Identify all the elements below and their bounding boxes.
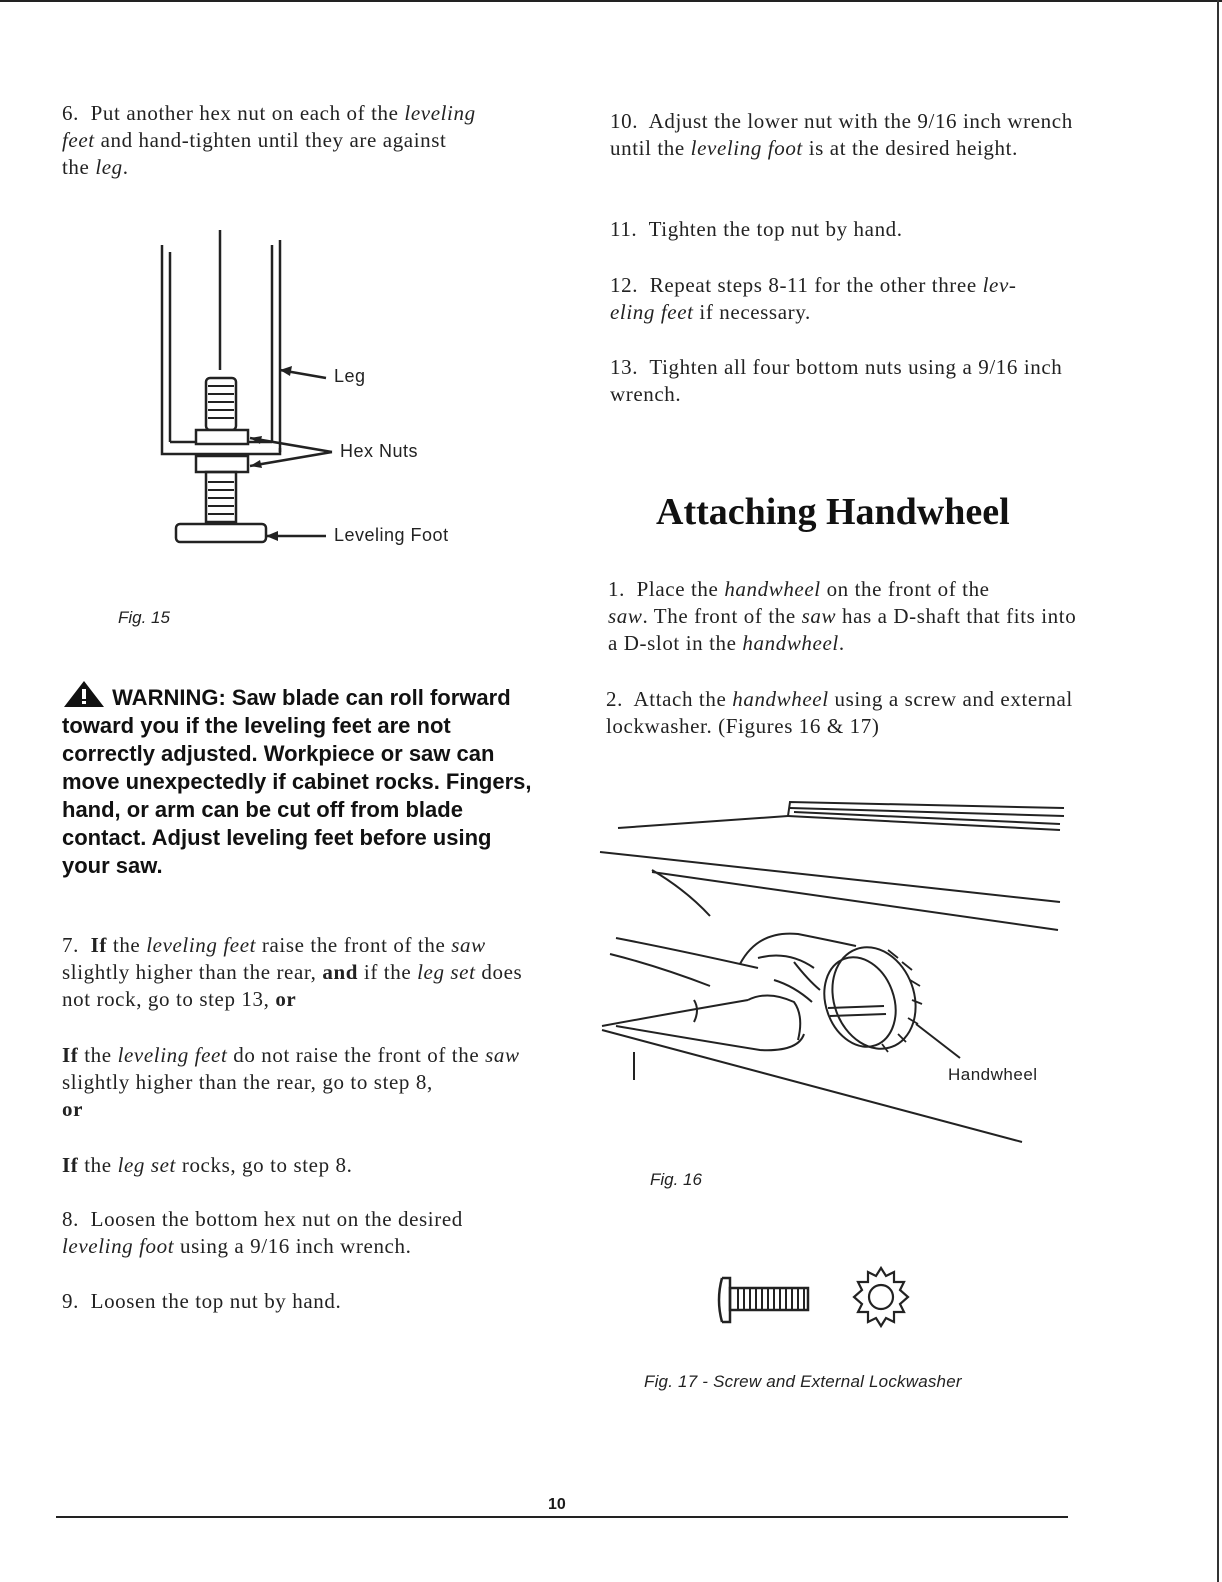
step-6: 6. Put another hex nut on each of the leveling feet and hand-tighten until they are against the leg. xyxy=(62,101,476,179)
fig15-leveling-foot-diagram xyxy=(150,230,350,560)
step-7-rocks: If the leg set rocks, go to step 8. xyxy=(62,1153,353,1177)
top-border-line xyxy=(0,0,1222,2)
step-7: 7. If the leveling feet raise the front of the saw slightly higher than the rear, and if the leg set does not rock, go to step 13, or xyxy=(62,933,523,1011)
warning-triangle-icon xyxy=(62,680,106,708)
fig15-caption: Fig. 15 xyxy=(118,608,170,627)
bottom-rule xyxy=(56,1516,1068,1518)
step-7-alt: If the leveling feet do not raise the front of the saw slightly higher than the rear, go to step 8, or xyxy=(62,1043,520,1121)
handwheel-step-1: 1. Place the handwheel on the front of the saw. The front of the saw has a D-shaft that fits into a D-slot in the handwheel. xyxy=(608,577,1077,655)
step-10: 10. Adjust the lower nut with the 9/16 inch wrench until the leveling foot is at the desired height. xyxy=(610,109,1073,160)
fig17-lockwasher-icon xyxy=(848,1264,914,1330)
handwheel-step-2: 2. Attach the handwheel using a screw and external lockwasher. (Figures 16 & 17) xyxy=(606,687,1073,738)
step-13: 13. Tighten all four bottom nuts using a 9/16 inch wrench. xyxy=(610,355,1063,406)
step-9: 9. Loosen the top nut by hand. xyxy=(62,1289,342,1313)
fig15-label-leg: Leg xyxy=(334,366,366,386)
fig16-handwheel-illustration xyxy=(598,790,1070,1150)
page-number: 10 xyxy=(548,1496,566,1513)
fig15-label-hex-nuts: Hex Nuts xyxy=(340,441,419,461)
warning-block xyxy=(62,680,542,880)
step-8: 8. Loosen the bottom hex nut on the desired leveling foot using a 9/16 inch wrench. xyxy=(62,1207,463,1258)
fig17-caption: Fig. 17 - Screw and External Lockwasher xyxy=(644,1372,962,1391)
step-12: 12. Repeat steps 8-11 for the other three lev- eling feet if necessary. xyxy=(610,273,1017,324)
section-title: Attaching Handwheel xyxy=(656,491,1010,533)
fig17-screw-icon xyxy=(712,1270,812,1330)
fig16-label-handwheel: Handwheel xyxy=(948,1065,1038,1084)
fig16-caption: Fig. 16 xyxy=(650,1170,702,1189)
step-11: 11. Tighten the top nut by hand. xyxy=(610,217,903,241)
warning-text: WARNING: Saw blade can roll forward toward you if the leveling feet are not correctly adjusted. Workpiece or saw can move unexpectedly if cabinet rocks. Fingers, hand, or arm can be cut off from blade contact. Adjust leveling feet before using your saw. xyxy=(62,685,532,878)
right-border-line xyxy=(1217,0,1219,1582)
fig15-label-leveling-foot: Leveling Foot xyxy=(334,525,449,545)
